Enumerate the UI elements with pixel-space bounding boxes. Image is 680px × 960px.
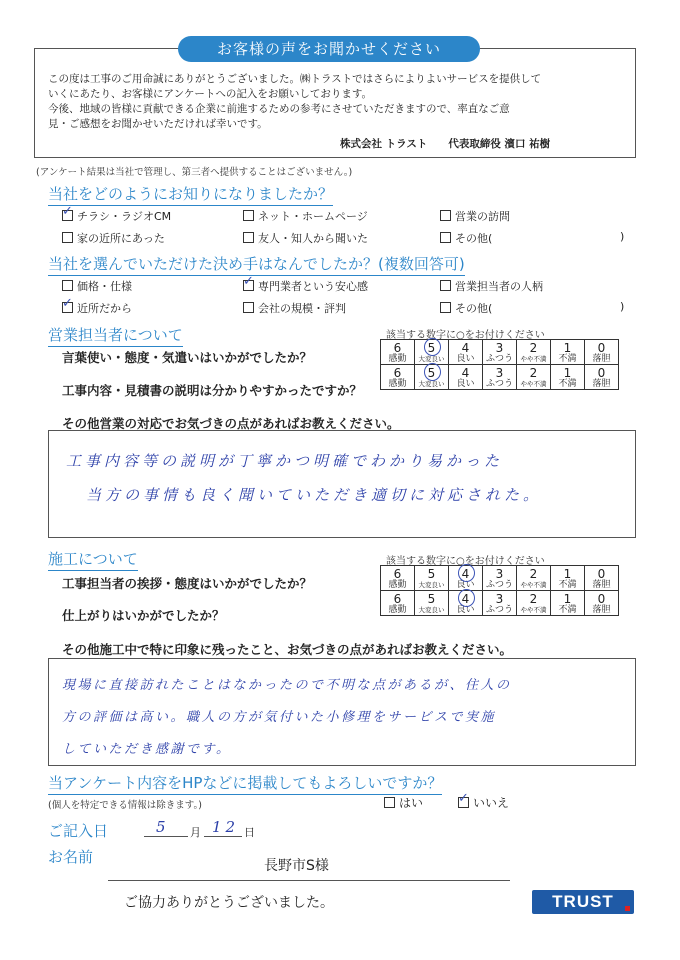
q1-title: 当社をどのようにお知りになりましたか？ — [48, 183, 333, 206]
q-manner: 言葉使い・態度・気遣いはいかがでしたか？ — [62, 350, 313, 365]
day-unit: 日 — [244, 826, 255, 839]
intro-line: この度は工事のご用命誠にありがとうございました。㈱トラストではさらによりよいサービスを提供して — [48, 73, 542, 85]
rating-number: 2 — [529, 340, 538, 355]
intro-line: 今後、地域の皆様に貢献できる企業に前進するための参考にさせていただきますので、率直なご意 — [48, 103, 510, 115]
q1-option[interactable]: 営業の訪問 — [440, 208, 510, 224]
publish-note: (個人を特定できる情報は除きます。) — [48, 800, 202, 811]
rating-number: 3 — [495, 365, 504, 380]
rating-row-finish — [381, 591, 619, 616]
rating-number: 1 — [563, 365, 572, 380]
rating-cell-6[interactable] — [381, 340, 415, 365]
checkbox-icon[interactable] — [243, 232, 254, 243]
sales-title: 営業担当者について — [48, 324, 183, 347]
publish-no[interactable]: ✓ いいえ — [458, 794, 509, 811]
q1-option[interactable]: ✓チラシ・ラジオCM — [62, 208, 171, 224]
rating-hint: 該当する数字に○をお付けください — [386, 330, 545, 341]
rating-cell-4[interactable] — [449, 365, 483, 390]
rating-number: 1 — [563, 566, 572, 581]
rating-number: 1 — [563, 591, 572, 606]
rating-label: 大変良い — [418, 379, 445, 388]
day-field[interactable] — [204, 836, 242, 837]
construction-comment-line: 現場に直接訪れたことはなかったので不明な点があるが、住人の — [62, 678, 512, 693]
name-field-line[interactable] — [108, 880, 510, 881]
checkbox-checked-icon[interactable] — [62, 210, 73, 221]
q1-option[interactable]: 友人・知人から聞いた — [243, 230, 368, 246]
rating-label: 感動 — [388, 353, 407, 364]
rating-cell-2[interactable] — [517, 591, 551, 616]
rating-cell-3[interactable] — [483, 566, 517, 591]
q-finish: 仕上がりはいかがでしたか？ — [62, 608, 225, 623]
rating-number: 5 — [427, 566, 436, 581]
rating-number: 4 — [461, 340, 470, 355]
construction-other-prompt: その他施工中で特に印象に残ったこと、お気づきの点があればお教えください。 — [62, 642, 513, 657]
intro-text — [48, 72, 628, 132]
rating-hint: 該当する数字に○をお付けください — [386, 556, 545, 567]
rating-label: 落胆 — [592, 378, 611, 389]
checkbox-icon[interactable] — [243, 302, 254, 313]
rating-label: やや不満 — [520, 354, 547, 363]
rating-number: 6 — [393, 591, 402, 606]
selected-circle-icon — [458, 564, 475, 582]
q2-option[interactable]: 価格・仕様 — [62, 278, 132, 294]
rating-label: 不満 — [558, 604, 577, 615]
q2-option[interactable]: その他( — [440, 300, 492, 316]
rating-number: 4 — [461, 365, 470, 380]
rating-cell-0[interactable] — [585, 340, 619, 365]
checkbox-icon[interactable] — [384, 797, 395, 808]
sales-comment-line: 当方の事情も良く聞いていただき適切に対応された。 — [86, 486, 543, 504]
month-value: 5 — [156, 818, 170, 836]
rating-cell-4[interactable] — [449, 591, 483, 616]
checkbox-icon[interactable] — [440, 280, 451, 291]
month-field[interactable] — [144, 836, 188, 837]
intro-line: 見・ご感想をお聞かせいただければ幸いです。 — [48, 118, 268, 130]
q1-option[interactable]: ネット・ホームページ — [243, 208, 368, 224]
rating-number: 0 — [597, 365, 606, 380]
intro-line: いくにあたり、お客様にアンケートへの記入をお願いしております。 — [48, 88, 373, 100]
rating-cell-0[interactable] — [585, 566, 619, 591]
rating-number: 5 — [427, 365, 436, 380]
signer: 株式会社 トラスト 代表取締役 濱口 祐樹 — [340, 138, 551, 150]
q-explain: 工事内容・見積書の説明は分かりやすかったですか？ — [62, 383, 363, 398]
rating-cell-2[interactable] — [517, 365, 551, 390]
rating-number: 3 — [495, 340, 504, 355]
rating-number: 5 — [427, 340, 436, 355]
rating-row-greeting — [381, 566, 619, 591]
checkbox-icon[interactable] — [440, 302, 451, 313]
rating-number: 3 — [495, 591, 504, 606]
rating-label: 落胆 — [592, 579, 611, 590]
rating-cell-4[interactable] — [449, 340, 483, 365]
rating-label: ふつう — [485, 378, 513, 389]
rating-label: 感動 — [388, 604, 407, 615]
thanks-text: ご協力ありがとうございました。 — [124, 895, 334, 911]
rating-cell-2[interactable] — [517, 566, 551, 591]
name-label: お名前 — [48, 848, 94, 866]
rating-cell-6[interactable] — [381, 591, 415, 616]
rating-number: 0 — [597, 566, 606, 581]
rating-label: 感動 — [388, 378, 407, 389]
rating-number: 0 — [597, 340, 606, 355]
rating-number: 1 — [563, 340, 572, 355]
rating-cell-3[interactable] — [483, 340, 517, 365]
q1-option[interactable]: 家の近所にあった — [62, 230, 165, 246]
publish-title: 当アンケート内容をHPなどに掲載してもよろしいですか？ — [48, 772, 442, 795]
q-greeting: 工事担当者の挨拶・態度はいかがでしたか？ — [62, 576, 313, 591]
rating-label: 感動 — [388, 579, 407, 590]
rating-cell-0[interactable] — [585, 365, 619, 390]
day-value: 12 — [212, 818, 240, 836]
rating-label: 落胆 — [592, 604, 611, 615]
rating-label: 大変良い — [418, 580, 445, 589]
rating-number: 3 — [495, 566, 504, 581]
rating-label: 大変良い — [418, 605, 445, 614]
publish-yes[interactable]: はい — [384, 794, 423, 811]
checkbox-icon[interactable] — [243, 210, 254, 221]
rating-label: 良い — [456, 353, 475, 364]
rating-label: やや不満 — [520, 605, 547, 614]
month-unit: 月 — [190, 826, 201, 839]
q2-option[interactable]: 営業担当者の人柄 — [440, 278, 543, 294]
checkbox-icon[interactable] — [62, 232, 73, 243]
rating-number: 4 — [461, 591, 470, 606]
rating-number: 2 — [529, 591, 538, 606]
rating-label: 良い — [456, 378, 475, 389]
sales-comment-line: 工事内容等の説明が丁寧かつ明確でわかり易かった — [66, 452, 504, 470]
rating-row-explain — [381, 365, 619, 390]
rating-number: 2 — [529, 566, 538, 581]
rating-label: 落胆 — [592, 353, 611, 364]
construction-title: 施工について — [48, 548, 138, 571]
rating-label: ふつう — [485, 604, 513, 615]
rating-table-sales — [380, 339, 619, 390]
rating-number: 4 — [461, 566, 470, 581]
name-value: 長野市S様 — [264, 858, 329, 874]
rating-number: 0 — [597, 591, 606, 606]
rating-number: 2 — [529, 365, 538, 380]
rating-cell-5[interactable] — [415, 340, 449, 365]
rating-cell-1[interactable] — [551, 591, 585, 616]
q2-option[interactable]: ✓近所だから — [62, 300, 132, 316]
rating-label: 良い — [456, 579, 475, 590]
rating-cell-6[interactable] — [381, 566, 415, 591]
rating-cell-1[interactable] — [551, 365, 585, 390]
rating-number: 6 — [393, 365, 402, 380]
selected-circle-icon — [424, 338, 441, 356]
checkbox-checked-icon[interactable] — [62, 302, 73, 313]
rating-cell-4[interactable] — [449, 566, 483, 591]
selected-circle-icon — [424, 363, 441, 381]
rating-number: 5 — [427, 591, 436, 606]
rating-label: 不満 — [558, 579, 577, 590]
selected-circle-icon — [458, 589, 475, 607]
rating-cell-1[interactable] — [551, 566, 585, 591]
sales-other-prompt: その他営業の対応でお気づきの点があればお教えください。 — [62, 416, 400, 431]
logo-dot-icon — [625, 906, 630, 911]
q2-option[interactable]: ✓ 専門業者という安心感 — [243, 278, 368, 294]
construction-comment-line: 方の評価は高い。職人の方が気付いた小修理をサービスで実施 — [62, 710, 497, 725]
rating-table-construction — [380, 565, 619, 616]
rating-cell-3[interactable] — [483, 591, 517, 616]
rating-label: 不満 — [558, 353, 577, 364]
rating-cell-2[interactable] — [517, 340, 551, 365]
rating-number: 6 — [393, 566, 402, 581]
rating-label: 大変良い — [418, 354, 445, 363]
rating-cell-3[interactable] — [483, 365, 517, 390]
privacy-note: (アンケート結果は当社で管理し、第三者へ提供することはございません。) — [36, 167, 353, 178]
rating-cell-5[interactable] — [415, 365, 449, 390]
rating-cell-1[interactable] — [551, 340, 585, 365]
rating-label: やや不満 — [520, 379, 547, 388]
q2-option[interactable]: 会社の規模・評判 — [243, 300, 346, 316]
checkbox-icon[interactable] — [440, 232, 451, 243]
rating-number: 6 — [393, 340, 402, 355]
checkbox-icon[interactable] — [62, 280, 73, 291]
checkbox-checked-icon[interactable] — [458, 797, 469, 808]
q1-option[interactable]: その他( — [440, 230, 492, 246]
q1-other-close: ) — [620, 230, 625, 243]
q2-other-close: ) — [620, 300, 625, 313]
rating-cell-0[interactable] — [585, 591, 619, 616]
checkbox-icon[interactable] — [440, 210, 451, 221]
construction-comment-line: していただき感謝です。 — [62, 742, 232, 757]
rating-label: ふつう — [485, 579, 513, 590]
checkbox-checked-icon[interactable] — [243, 280, 254, 291]
entry-date-label: ご記入日 — [48, 822, 109, 840]
q2-title: 当社を選んでいただけた決め手はなんでしたか？(複数回答可) — [48, 253, 465, 276]
rating-cell-6[interactable] — [381, 365, 415, 390]
rating-label: 良い — [456, 604, 475, 615]
page-title: お客様の声をお聞かせください — [178, 36, 480, 62]
rating-label: ふつう — [485, 353, 513, 364]
rating-cell-5[interactable] — [415, 591, 449, 616]
rating-row-manner — [381, 340, 619, 365]
rating-label: 不満 — [558, 378, 577, 389]
rating-label: やや不満 — [520, 580, 547, 589]
trust-logo: TRUST — [532, 890, 634, 914]
rating-cell-5[interactable] — [415, 566, 449, 591]
